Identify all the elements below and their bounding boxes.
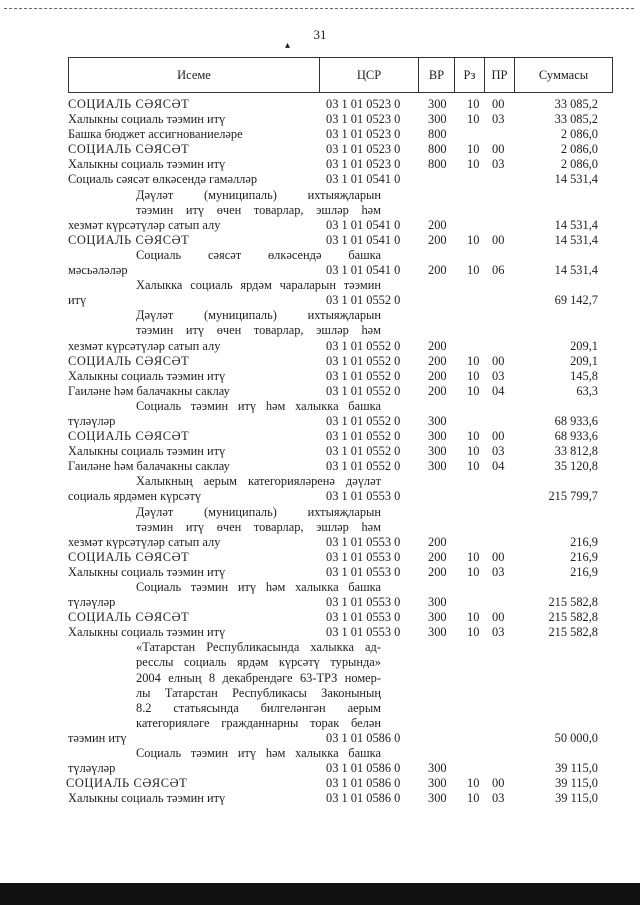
row-vr: 300	[428, 429, 447, 444]
row-name	[68, 354, 313, 369]
row-pr: 00	[492, 142, 505, 157]
row-pr: 04	[492, 383, 505, 398]
row-sum: 209,1	[570, 338, 598, 353]
row-name-line: тәэмин итү өчен товарлар, эшләр һәм	[136, 519, 381, 534]
table-row	[0, 248, 640, 278]
row-csr: 03 1 01 0586 0	[326, 776, 401, 791]
row-pr: 00	[492, 232, 505, 247]
row-csr: 03 1 01 0552 0	[326, 383, 401, 398]
row-name-line: Халыкны социаль тәэмин итү	[68, 112, 226, 127]
row-sum: 33 085,2	[554, 97, 598, 111]
row-name-line: хезмәт күрсәтүләр сатып алу	[68, 217, 221, 232]
row-name-line: 8.2 статьясында билгеләнгән аерым	[136, 700, 381, 715]
table-row	[0, 97, 640, 112]
row-rz: 10	[467, 429, 480, 444]
row-sum: 68 933,6	[554, 413, 598, 428]
row-csr: 03 1 01 0552 0	[326, 459, 401, 474]
row-csr: 03 1 01 0541 0	[326, 232, 401, 247]
page-top-edge	[4, 8, 634, 9]
table-row	[0, 157, 640, 172]
table-row	[0, 188, 640, 233]
row-name-line: СОЦИАЛЬ СӘЯСӘТ	[66, 776, 188, 791]
row-name-line: СОЦИАЛЬ СӘЯСӘТ	[68, 232, 190, 247]
row-pr: 04	[492, 459, 505, 474]
row-vr: 200	[428, 217, 447, 232]
row-sum: 2 086,0	[560, 127, 598, 142]
header-csr: ЦСР	[319, 58, 418, 92]
row-csr: 03 1 01 0541 0	[326, 172, 401, 187]
row-csr: 03 1 01 0541 0	[326, 217, 401, 232]
table-body	[0, 97, 640, 806]
row-name-line: СОЦИАЛЬ СӘЯСӘТ	[68, 429, 190, 444]
row-name-line: Халыкны социаль тәэмин итү	[68, 157, 226, 172]
table-row	[0, 580, 640, 610]
row-pr: 00	[492, 97, 505, 111]
row-pr: 03	[492, 444, 505, 459]
table-header	[68, 57, 613, 93]
row-rz: 10	[467, 444, 480, 459]
row-pr: 00	[492, 776, 505, 791]
row-name-line: хезмәт күрсәтүләр сатып алу	[68, 338, 221, 353]
row-vr: 200	[428, 368, 447, 383]
row-name-line: Халыкны социаль тәэмин итү	[68, 625, 226, 640]
row-name-line: категорияләге гражданнарны торак белән	[136, 715, 381, 730]
row-name-line: түләүләр	[68, 761, 116, 776]
table-row	[0, 610, 640, 625]
table-row	[0, 399, 640, 429]
row-sum: 14 531,4	[554, 232, 598, 247]
row-csr: 03 1 01 0523 0	[326, 97, 401, 111]
header-pr: ПР	[484, 58, 514, 92]
row-pr: 03	[492, 112, 505, 127]
table-row	[0, 354, 640, 369]
table-row	[0, 474, 640, 504]
row-pr: 00	[492, 429, 505, 444]
row-pr: 00	[492, 353, 505, 368]
row-name-line: лы Татарстан Республикасы Законының	[136, 685, 381, 700]
row-csr: 03 1 01 0523 0	[326, 157, 401, 172]
header-name: Исеме	[177, 67, 211, 82]
row-rz: 10	[467, 157, 480, 172]
table-row	[0, 746, 640, 776]
row-name	[68, 444, 313, 459]
row-csr: 03 1 01 0553 0	[326, 595, 401, 610]
row-name	[68, 157, 313, 172]
row-rz: 10	[467, 112, 480, 127]
row-pr: 03	[492, 625, 505, 640]
row-sum: 50 000,0	[554, 730, 598, 745]
row-sum: 69 142,7	[554, 293, 598, 308]
row-vr: 300	[428, 595, 447, 610]
row-sum: 68 933,6	[554, 429, 598, 444]
row-sum: 209,1	[570, 353, 598, 368]
table-row	[0, 640, 640, 746]
row-csr: 03 1 01 0586 0	[326, 761, 401, 776]
row-name-line: Халыкны социаль тәэмин итү	[68, 564, 226, 579]
stray-dot: ▴	[285, 40, 291, 51]
row-vr: 300	[428, 459, 447, 474]
row-name-line: СОЦИАЛЬ СӘЯСӘТ	[68, 97, 190, 111]
row-sum: 216,9	[570, 549, 598, 564]
row-rz: 10	[467, 549, 480, 564]
row-vr: 800	[428, 142, 447, 157]
row-name	[68, 142, 313, 157]
table-row	[0, 505, 640, 550]
row-name	[68, 97, 313, 112]
row-csr: 03 1 01 0553 0	[326, 610, 401, 625]
row-sum: 145,8	[570, 368, 598, 383]
row-pr: 03	[492, 368, 505, 383]
row-vr: 200	[428, 564, 447, 579]
table-row	[0, 369, 640, 384]
row-csr: 03 1 01 0553 0	[326, 534, 401, 549]
row-sum: 14 531,4	[554, 172, 598, 187]
row-csr: 03 1 01 0523 0	[326, 127, 401, 142]
row-vr: 300	[428, 444, 447, 459]
row-rz: 10	[467, 791, 480, 806]
row-csr: 03 1 01 0523 0	[326, 112, 401, 127]
row-rz: 10	[467, 564, 480, 579]
row-csr: 03 1 01 0541 0	[326, 263, 401, 278]
row-name-line: Социаль сәясәт өлкәсендә башка	[136, 247, 381, 262]
row-name-line: «Татарстан Республикасында халыкка ад-	[136, 640, 381, 655]
row-pr: 00	[492, 610, 505, 625]
row-name-line: Социаль сәясәт өлкәсендә гамәлләр	[68, 172, 258, 187]
row-name	[68, 172, 313, 187]
row-rz: 10	[467, 368, 480, 383]
table-row	[0, 384, 640, 399]
row-name	[68, 233, 313, 248]
row-name	[68, 459, 313, 474]
row-vr: 300	[428, 97, 447, 111]
row-name-line: ресслы социаль ярдәм күрсәтү турында»	[136, 655, 381, 670]
page-number: 31	[313, 27, 327, 42]
row-name	[68, 550, 313, 565]
row-csr: 03 1 01 0552 0	[326, 338, 401, 353]
row-name-line: Халыкны социаль тәэмин итү	[68, 444, 226, 459]
table-row	[0, 233, 640, 248]
row-sum: 14 531,4	[554, 263, 598, 278]
row-vr: 300	[428, 413, 447, 428]
row-sum: 215 582,8	[548, 610, 598, 625]
row-rz: 10	[467, 383, 480, 398]
table-row	[0, 278, 640, 308]
row-name-line: СОЦИАЛЬ СӘЯСӘТ	[68, 610, 190, 625]
row-vr: 300	[428, 791, 447, 806]
row-sum: 39 115,0	[555, 776, 598, 791]
row-name-line: итү	[68, 293, 87, 308]
row-name-line: түләүләр	[68, 413, 116, 428]
row-name	[68, 429, 313, 444]
row-vr: 200	[428, 232, 447, 247]
row-csr: 03 1 01 0552 0	[326, 293, 401, 308]
row-name-line: Дәүләт (муниципаль) ихтыяҗларын	[136, 308, 381, 323]
row-vr: 200	[428, 549, 447, 564]
row-pr: 03	[492, 564, 505, 579]
row-name-line: мәсьәләләр	[68, 263, 128, 278]
row-sum: 33 812,8	[554, 444, 598, 459]
row-name-line: Дәүләт (муниципаль) ихтыяҗларын	[136, 504, 381, 519]
row-rz: 10	[467, 353, 480, 368]
row-rz: 10	[467, 776, 480, 791]
row-rz: 10	[467, 610, 480, 625]
row-sum: 216,9	[570, 534, 598, 549]
row-name-line: Халыкны социаль тәэмин итү	[68, 368, 226, 383]
row-csr: 03 1 01 0552 0	[326, 353, 401, 368]
header-vr: ВР	[418, 58, 454, 92]
row-csr: 03 1 01 0552 0	[326, 368, 401, 383]
row-name-line: Халыкны социаль тәэмин итү	[68, 791, 226, 806]
row-name-line: тәэмин итү	[68, 730, 127, 745]
table-row	[0, 127, 640, 142]
row-vr: 300	[428, 112, 447, 127]
row-name-line: СОЦИАЛЬ СӘЯСӘТ	[68, 353, 190, 368]
row-sum: 215 582,8	[548, 625, 598, 640]
row-name-line: Халыкка социаль ярдәм чараларын тәэмин	[136, 278, 381, 293]
row-name-line: Дәүләт (муниципаль) ихтыяҗларын	[136, 187, 381, 202]
row-sum: 14 531,4	[554, 217, 598, 232]
row-sum: 2 086,0	[560, 142, 598, 157]
row-vr: 300	[428, 625, 447, 640]
row-name-line: Башка бюджет ассигнованиеләре	[68, 127, 243, 142]
row-sum: 35 120,8	[554, 459, 598, 474]
table-row	[0, 142, 640, 157]
header-sum: Суммасы	[514, 58, 612, 92]
row-rz: 10	[467, 263, 480, 278]
table-row	[0, 172, 640, 187]
row-name-line: түләүләр	[68, 595, 116, 610]
row-csr: 03 1 01 0553 0	[326, 489, 401, 504]
row-sum: 33 085,2	[554, 112, 598, 127]
row-name-line: хезмәт күрсәтүләр сатып алу	[68, 534, 221, 549]
row-name-line: 2004 елның 8 декабрендәге 63-ТРЗ номер-	[136, 670, 381, 685]
row-name-line: Социаль тәэмин итү һәм халыкка башка	[136, 398, 381, 413]
row-pr: 06	[492, 263, 505, 278]
scan-bottom-edge	[0, 883, 640, 905]
row-name-line: СОЦИАЛЬ СӘЯСӘТ	[68, 142, 190, 157]
row-rz: 10	[467, 232, 480, 247]
row-name	[66, 776, 311, 791]
row-name	[68, 791, 313, 806]
row-vr: 200	[428, 263, 447, 278]
row-csr: 03 1 01 0553 0	[326, 549, 401, 564]
row-vr: 300	[428, 761, 447, 776]
row-vr: 200	[428, 534, 447, 549]
table-row	[0, 308, 640, 353]
row-csr: 03 1 01 0523 0	[326, 142, 401, 157]
table-row	[0, 112, 640, 127]
row-csr: 03 1 01 0552 0	[326, 413, 401, 428]
table-row	[0, 625, 640, 640]
row-csr: 03 1 01 0586 0	[326, 730, 401, 745]
row-name-line: Социаль тәэмин итү һәм халыкка башка	[136, 580, 381, 594]
row-pr: 03	[492, 791, 505, 806]
row-name	[68, 625, 313, 640]
row-rz: 10	[467, 142, 480, 157]
row-name-line: Гаиләне һәм балачакны саклау	[68, 459, 230, 474]
row-name	[68, 384, 313, 399]
header-rz: Рз	[454, 58, 484, 92]
row-name	[68, 112, 313, 127]
row-name	[68, 369, 313, 384]
row-name-line: Гаиләне һәм балачакны саклау	[68, 383, 230, 398]
row-vr: 300	[428, 776, 447, 791]
row-vr: 200	[428, 338, 447, 353]
row-name	[68, 127, 313, 142]
row-vr: 200	[428, 353, 447, 368]
row-name-line: Социаль тәэмин итү һәм халыкка башка	[136, 746, 381, 761]
row-vr: 300	[428, 610, 447, 625]
row-name-line: тәэмин итү өчен товарлар, эшләр һәм	[136, 323, 381, 338]
row-vr: 800	[428, 127, 447, 142]
row-name-line: социаль ярдәмен күрсәтү	[68, 489, 202, 504]
row-csr: 03 1 01 0552 0	[326, 444, 401, 459]
row-name-line: тәэмин итү өчен товарлар, эшләр һәм	[136, 202, 381, 217]
row-vr: 200	[428, 383, 447, 398]
row-sum: 39 115,0	[555, 761, 598, 776]
row-name	[68, 565, 313, 580]
table-row	[0, 791, 640, 806]
row-sum: 215 799,7	[548, 489, 598, 504]
row-csr: 03 1 01 0553 0	[326, 564, 401, 579]
row-rz: 10	[467, 97, 480, 111]
row-name-line: Халыкның аерым категорияләренә дәүләт	[136, 474, 381, 489]
row-sum: 215 582,8	[548, 595, 598, 610]
row-csr: 03 1 01 0553 0	[326, 625, 401, 640]
row-csr: 03 1 01 0586 0	[326, 791, 401, 806]
row-pr: 03	[492, 157, 505, 172]
row-csr: 03 1 01 0552 0	[326, 429, 401, 444]
table-row	[0, 429, 640, 444]
row-vr: 800	[428, 157, 447, 172]
row-rz: 10	[467, 625, 480, 640]
table-row	[0, 565, 640, 580]
table-row	[0, 550, 640, 565]
row-name	[68, 610, 313, 625]
row-rz: 10	[467, 459, 480, 474]
row-name-line: СОЦИАЛЬ СӘЯСӘТ	[68, 549, 190, 564]
row-sum: 216,9	[570, 564, 598, 579]
table-row	[0, 444, 640, 459]
row-sum: 39 115,0	[555, 791, 598, 806]
row-sum: 63,3	[576, 383, 598, 398]
row-pr: 00	[492, 549, 505, 564]
table-row	[0, 459, 640, 474]
table-row	[0, 776, 640, 791]
row-sum: 2 086,0	[560, 157, 598, 172]
